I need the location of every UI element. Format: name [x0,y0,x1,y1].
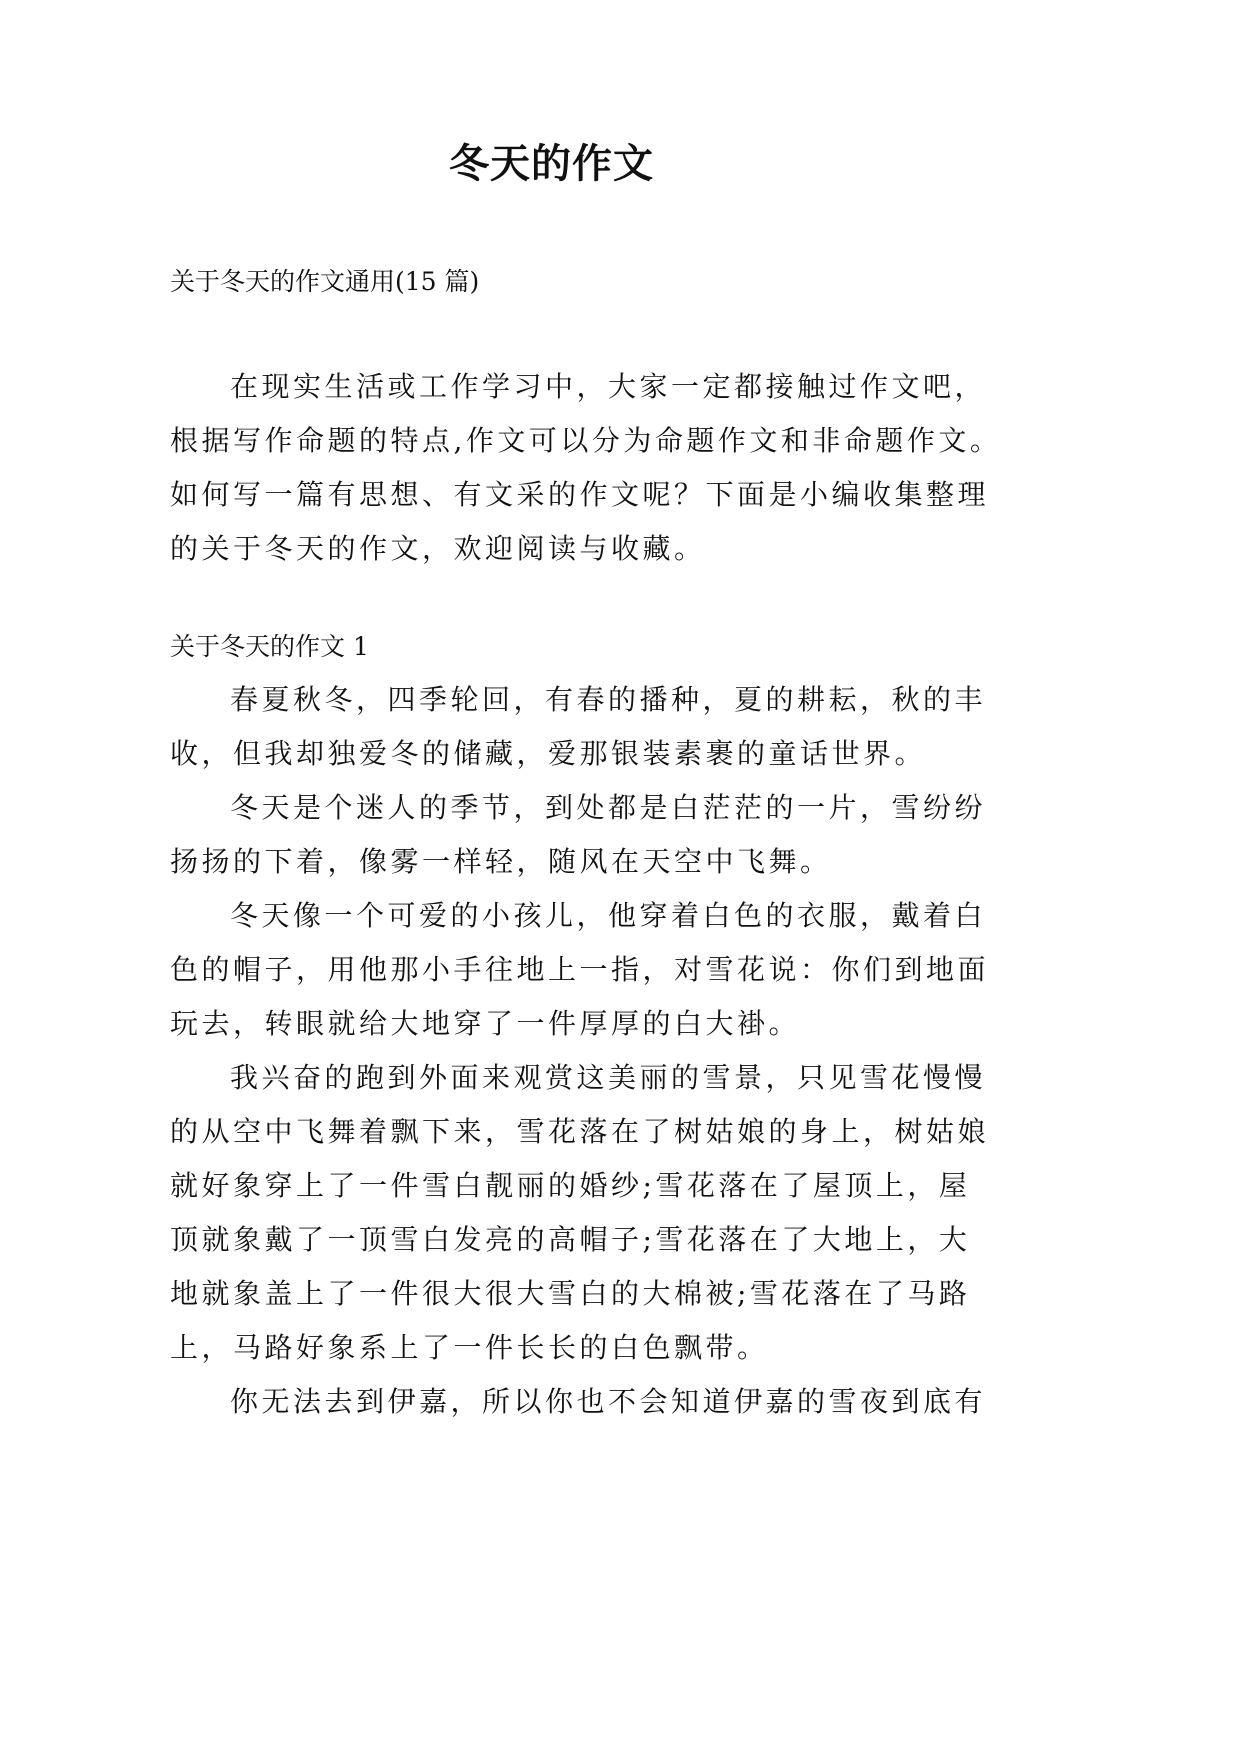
essay-line: 就好象穿上了一件雪白靓丽的婚纱;雪花落在了屋顶上，屋 [170,1169,971,1202]
intro-paragraph [170,360,1002,576]
section-heading: 关于冬天的作文 1 [170,632,369,661]
intro-line: 的关于冬天的作文，欢迎阅读与收藏。 [170,532,706,565]
essay-line: 春夏秋冬，四季轮回，有春的播种，夏的耕耘，秋的丰 [230,683,987,716]
essay-line: 收，但我却独爱冬的储藏，爱那银装素裹的童话世界。 [170,737,927,770]
intro-line: 根据写作命题的特点,作文可以分为命题作文和非命题作文。 [170,424,1002,457]
essay-line: 顶就象戴了一顶雪白发亮的高帽子;雪花落在了大地上，大 [170,1223,971,1256]
essay-line: 色的帽子，用他那小手往地上一指，对雪花说：你们到地面 [170,953,990,986]
essay-line: 你无法去到伊嘉，所以你也不会知道伊嘉的雪夜到底有 [230,1385,987,1418]
document-subtitle: 关于冬天的作文通用(15 篇) [170,267,480,296]
essay-line: 我兴奋的跑到外面来观赏这美丽的雪景，只见雪花慢慢 [230,1061,987,1094]
essay-line: 扬扬的下着，像雾一样轻，随风在天空中飞舞。 [170,845,832,878]
document-title: 冬天的作文 [449,140,654,187]
essay-line: 的从空中飞舞着飘下来，雪花落在了树姑娘的身上，树姑娘 [170,1115,990,1148]
essay-line: 玩去，转眼就给大地穿了一件厚厚的白大褂。 [170,1007,801,1040]
essay-body [170,673,990,1429]
essay-line: 地就象盖上了一件很大很大雪白的大棉被;雪花落在了马路 [170,1277,971,1310]
intro-line: 如何写一篇有思想、有文采的作文呢？下面是小编收集整理 [170,478,990,511]
intro-line: 在现实生活或工作学习中，大家一定都接触过作文吧， [230,370,987,403]
essay-line: 冬天是个迷人的季节，到处都是白茫茫的一片，雪纷纷 [230,791,987,824]
essay-line: 冬天像一个可爱的小孩儿，他穿着白色的衣服，戴着白 [230,899,987,932]
essay-line: 上，马路好象系上了一件长长的白色飘带。 [170,1331,769,1364]
